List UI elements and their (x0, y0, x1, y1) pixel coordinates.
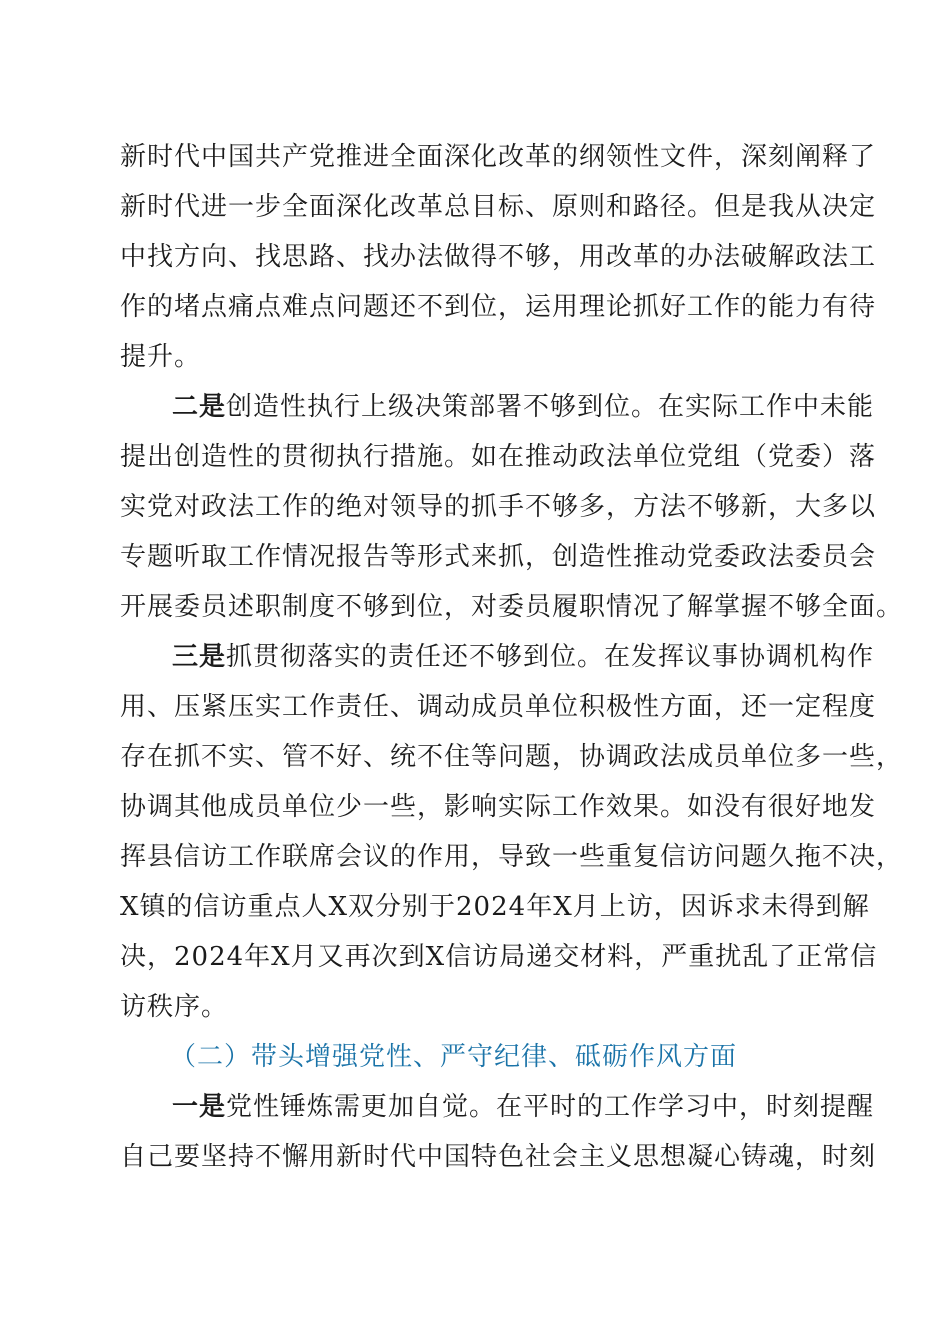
paragraph-lead: 三是 (172, 642, 227, 672)
paragraph-line: 新时代中国共产党推进全面深化改革的纲领性文件，深刻阐释了 (120, 142, 877, 172)
paragraph-lead: 一是 (172, 1092, 227, 1122)
paragraph-lead: 二是 (172, 392, 227, 422)
paragraph-line: X镇的信访重点人X双分别于2024年X月上访，因诉求未得到解 (120, 892, 870, 922)
paragraph-line: 自己要坚持不懈用新时代中国特色社会主义思想凝心铸魂，时刻 (120, 1142, 877, 1172)
paragraph-line: 作的堵点痛点难点问题还不到位，运用理论抓好工作的能力有待 (120, 292, 877, 322)
paragraph-line: 挥县信访工作联席会议的作用，导致一些重复信访问题久拖不决， (120, 842, 904, 872)
section-heading: （二）带头增强党性、严守纪律、砥砺作风方面 (170, 1042, 738, 1072)
paragraph-line: 访秩序。 (120, 992, 229, 1022)
paragraph-line: 用、压紧压实工作责任、调动成员单位积极性方面，还一定程度 (120, 692, 877, 722)
paragraph-line: 提出创造性的贯彻执行措施。如在推动政法单位党组（党委）落 (120, 442, 877, 472)
paragraph-line: 存在抓不实、管不好、统不住等问题，协调政法成员单位多一些， (120, 742, 904, 772)
paragraph-line: 提升。 (120, 342, 202, 372)
paragraph-line: 中找方向、找思路、找办法做得不够，用改革的办法破解政法工 (120, 242, 877, 272)
paragraph-line: 决，2024年X月又再次到X信访局递交材料，严重扰乱了正常信 (120, 942, 878, 972)
paragraph-line: 实党对政法工作的绝对领导的抓手不够多，方法不够新，大多以 (120, 492, 877, 522)
paragraph-first-line (172, 639, 875, 675)
paragraph-line: 新时代进一步全面深化改革总目标、原则和路径。但是我从决定 (120, 192, 877, 222)
paragraph-lead-text: 创造性执行上级决策部署不够到位。在实际工作中未能 (226, 392, 875, 422)
paragraph-first-line (172, 389, 875, 425)
paragraph-first-line (172, 1089, 875, 1125)
paragraph-lead-text: 抓贯彻落实的责任还不够到位。在发挥议事协调机构作 (226, 642, 875, 672)
paragraph-line: 协调其他成员单位少一些，影响实际工作效果。如没有很好地发 (120, 792, 877, 822)
paragraph-line: 专题听取工作情况报告等形式来抓，创造性推动党委政法委员会 (120, 542, 877, 572)
paragraph-line: 开展委员述职制度不够到位，对委员履职情况了解掌握不够全面。 (120, 592, 904, 622)
paragraph-lead-text: 党性锤炼需更加自觉。在平时的工作学习中，时刻提醒 (226, 1092, 875, 1122)
